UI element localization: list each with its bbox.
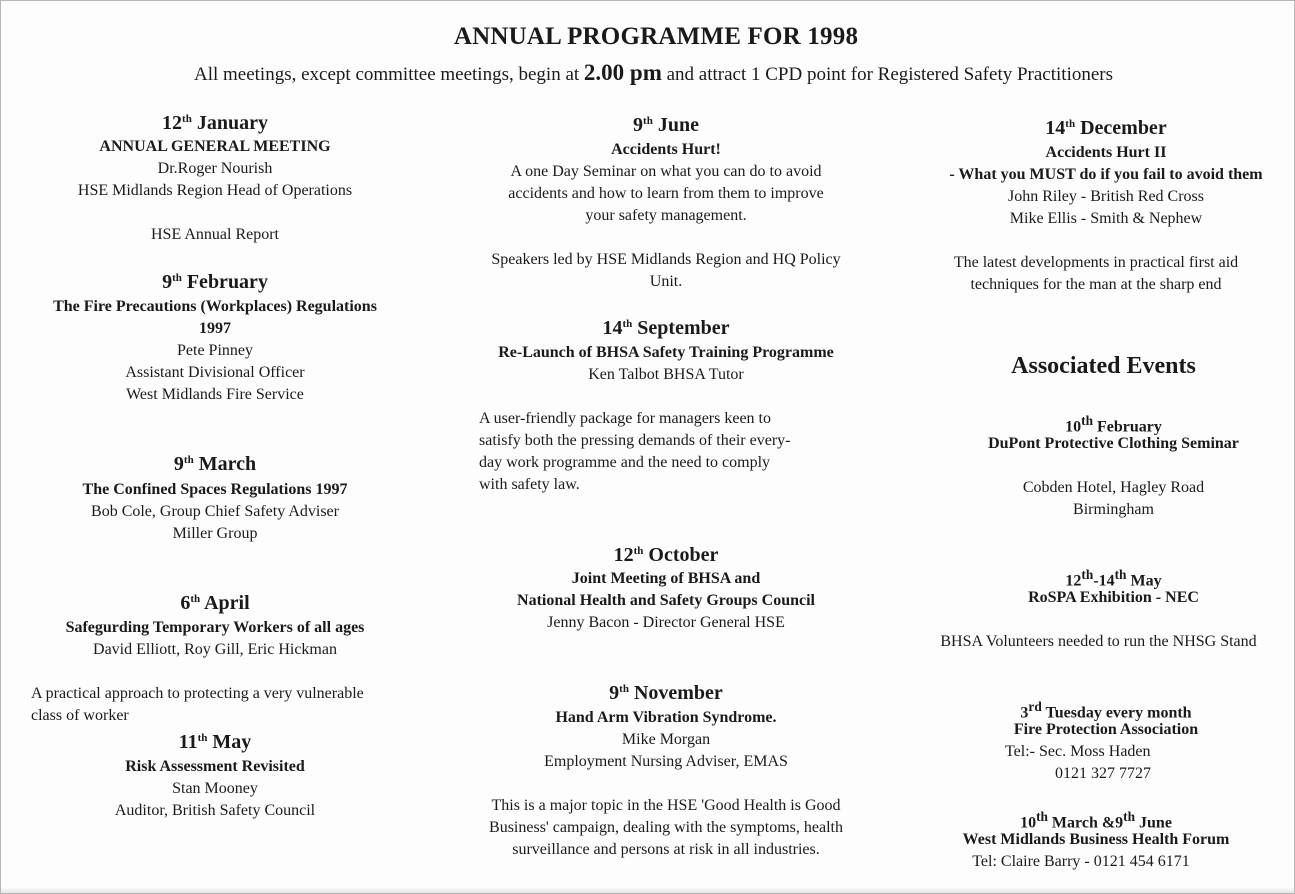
- event-title-jun: Accidents Hurt!: [611, 141, 721, 158]
- page-title: ANNUAL PROGRAMME FOR 1998: [453, 23, 859, 50]
- event-desc-apr-2: class of worker: [31, 707, 129, 724]
- event-title-nov: Hand Arm Vibration Syndrome.: [555, 709, 777, 726]
- event-desc-apr: A practical approach to protecting a very vulnerable: [31, 685, 364, 702]
- event-desc-jun-3: your safety management.: [585, 207, 747, 224]
- event-role-feb: Assistant Divisional Officer: [125, 364, 305, 381]
- event-role-nov: Employment Nursing Adviser, EMAS: [544, 753, 788, 770]
- event-role-jan: HSE Midlands Region Head of Operations: [77, 182, 353, 199]
- event-speaker-mar: Bob Cole, Group Chief Safety Adviser: [91, 503, 339, 520]
- event-title-oct: Joint Meeting of BHSA and: [571, 570, 761, 587]
- event-title-jan: ANNUAL GENERAL MEETING: [99, 138, 331, 155]
- assoc-title-4: West Midlands Business Health Forum: [962, 831, 1230, 848]
- event-note-jan: HSE Annual Report: [151, 226, 279, 243]
- event-desc-sep-2: satisfy both the pressing demands of their every-: [479, 432, 791, 449]
- assoc-location-1: Cobden Hotel, Hagley Road: [1022, 479, 1205, 496]
- event-title-may: Risk Assessment Revisited: [125, 758, 305, 775]
- event-date-feb: 9th February: [162, 271, 268, 293]
- event-speaker-nov: Mike Morgan: [621, 731, 711, 748]
- event-desc-dec-2: techniques for the man at the sharp end: [970, 276, 1222, 293]
- event-date-may: 11th May: [178, 731, 252, 753]
- event-org-feb: West Midlands Fire Service: [126, 386, 304, 403]
- event-date-dec: 14th December: [1045, 117, 1167, 139]
- assoc-date-1: 10th February: [1065, 413, 1162, 436]
- event-speaker-dec: John Riley - British Red Cross: [1007, 188, 1204, 205]
- event-date-apr: 6th April: [180, 592, 250, 614]
- assoc-title-2: RoSPA Exhibition - NEC: [1028, 589, 1199, 606]
- event-date-jan: 12th January: [162, 112, 268, 134]
- assoc-phone-3: 0121 327 7727: [1055, 765, 1151, 782]
- subtitle-lead: All meetings, except committee meetings, begin at: [193, 64, 580, 85]
- assoc-date-3: 3rd Tuesday every month: [1020, 699, 1192, 722]
- assoc-contact-3: Tel:- Sec. Moss Haden: [1005, 743, 1151, 760]
- event-desc-nov: This is a major topic in the HSE 'Good Health is Good: [491, 797, 841, 814]
- event-speaker-sep: Ken Talbot BHSA Tutor: [588, 366, 744, 383]
- event-org-mar: Miller Group: [172, 525, 258, 542]
- associated-events-heading: Associated Events: [1011, 353, 1196, 379]
- assoc-title-3: Fire Protection Association: [1013, 721, 1199, 738]
- event-date-mar: 9th March: [173, 453, 257, 475]
- assoc-location-1-2: Birmingham: [1073, 501, 1154, 518]
- event-title-mar: The Confined Spaces Regulations 1997: [82, 481, 348, 498]
- page-subtitle: [1, 60, 1295, 86]
- event-desc-sep: A user-friendly package for managers keen to: [479, 410, 771, 427]
- event-desc-sep-3: day work programme and the need to comply: [479, 454, 771, 471]
- assoc-date-2: 12th-14th May: [1065, 567, 1162, 590]
- assoc-title-1: DuPont Protective Clothing Seminar: [988, 435, 1239, 452]
- subtitle-tail: and attract 1 CPD point for Registered Safety Practitioners: [666, 64, 1113, 85]
- event-date-jun: 9th June: [633, 114, 699, 136]
- event-speaker-dec-2: Mike Ellis - Smith & Nephew: [1009, 210, 1203, 227]
- event-desc-jun-2: accidents and how to learn from them to improve: [508, 185, 824, 202]
- event-date-nov: 9th November: [609, 682, 723, 704]
- event-desc-dec: The latest developments in practical first aid: [953, 254, 1239, 271]
- assoc-date-4: 10th March &9th June: [1020, 809, 1172, 832]
- event-desc-jun: A one Day Seminar on what you can do to avoid: [510, 163, 822, 180]
- event-desc-sep-4: with safety law.: [479, 476, 580, 493]
- event-title-feb-2: 1997: [199, 320, 231, 337]
- event-speakers-jun-2: Unit.: [649, 273, 683, 290]
- event-title-sep: Re-Launch of BHSA Safety Training Programme: [498, 344, 834, 361]
- event-speaker-jan: Dr.Roger Nourish: [157, 160, 273, 177]
- event-date-oct: 12th October: [613, 544, 719, 566]
- event-title-dec-2: - What you MUST do if you fail to avoid them: [949, 166, 1263, 183]
- event-org-may: Auditor, British Safety Council: [114, 802, 316, 819]
- event-speaker-oct: Jenny Bacon - Director General HSE: [547, 614, 785, 631]
- event-title-oct-2: National Health and Safety Groups Council: [517, 592, 815, 609]
- event-desc-nov-2: Business' campaign, dealing with the symptoms, health: [489, 819, 843, 836]
- event-title-apr: Safegurding Temporary Workers of all ages: [65, 619, 365, 636]
- event-speakers-jun: Speakers led by HSE Midlands Region and HQ Policy: [491, 251, 841, 268]
- subtitle-time: 2.00 pm: [583, 60, 662, 85]
- event-date-sep: 14th September: [602, 317, 730, 339]
- event-title-feb: The Fire Precautions (Workplaces) Regulations: [53, 298, 377, 315]
- assoc-contact-4: Tel: Claire Barry - 0121 454 6171: [972, 853, 1190, 870]
- event-speakers-apr: David Elliott, Roy Gill, Eric Hickman: [93, 641, 337, 658]
- event-desc-nov-3: surveillance and persons at risk in all industries.: [512, 841, 820, 858]
- event-title-dec: Accidents Hurt II: [1045, 144, 1167, 161]
- event-speaker-feb: Pete Pinney: [177, 342, 253, 359]
- event-speaker-may: Stan Mooney: [172, 780, 258, 797]
- assoc-note-2: BHSA Volunteers needed to run the NHSG Stand: [940, 633, 1257, 650]
- page-edge-shadow: [1, 887, 1295, 893]
